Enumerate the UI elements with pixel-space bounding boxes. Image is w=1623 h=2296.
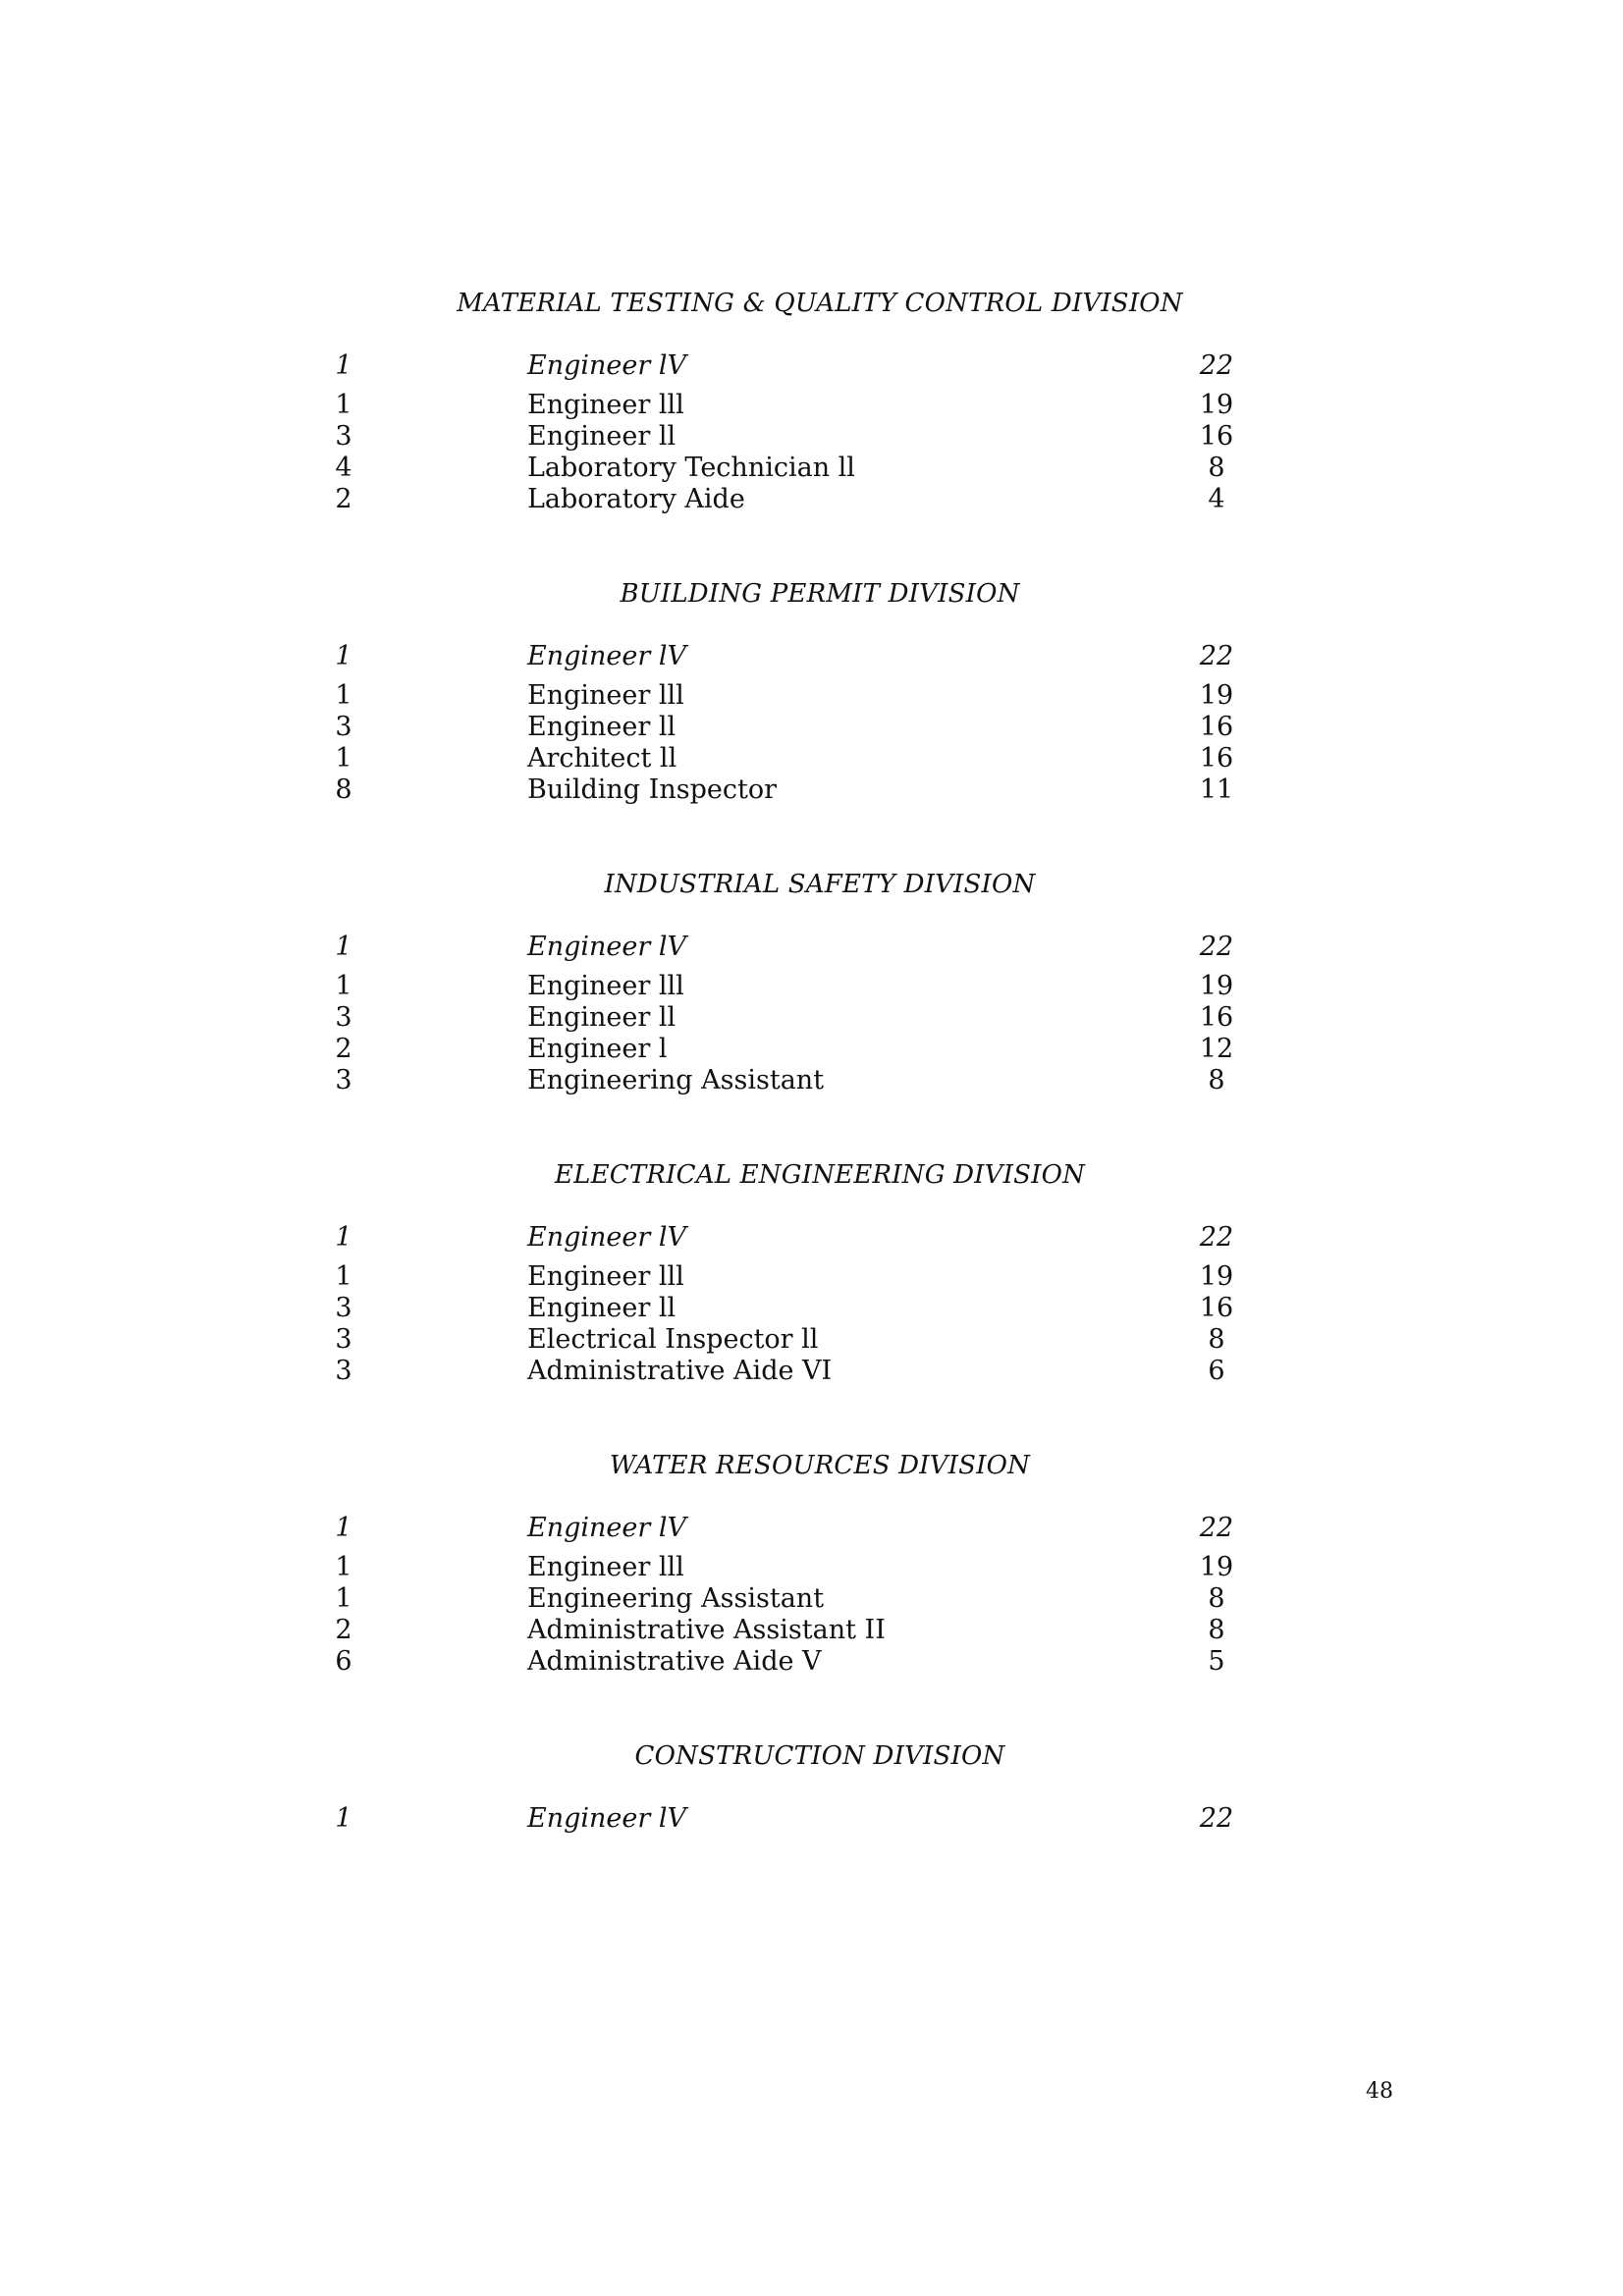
position-row (0, 1034, 1623, 1065)
salary-grade-cell: 16 (1199, 712, 1234, 742)
salary-grade-cell: 5 (1208, 1646, 1225, 1677)
salary-grade-cell: 22 (1199, 641, 1234, 671)
salary-grade-cell: 22 (1199, 1513, 1234, 1543)
quantity-cell: 3 (335, 421, 352, 452)
position-row (0, 484, 1623, 515)
salary-grade-cell: 22 (1199, 1222, 1234, 1253)
quantity-cell: 6 (335, 1646, 352, 1677)
quantity-cell: 1 (335, 932, 352, 962)
salary-grade-cell: 22 (1199, 1803, 1234, 1834)
division-title: CONSTRUCTION DIVISION (634, 1741, 1005, 1771)
position-row (0, 971, 1623, 1002)
position-row (0, 1356, 1623, 1387)
division-title: ELECTRICAL ENGINEERING DIVISION (554, 1160, 1086, 1190)
salary-grade-cell: 19 (1199, 1552, 1234, 1582)
position-row (0, 453, 1623, 484)
position-title-cell: Administrative Aide V (527, 1646, 822, 1677)
quantity-cell: 1 (335, 1513, 352, 1543)
division-section (0, 1439, 1623, 1730)
position-title-cell: Engineering Assistant (527, 1065, 825, 1095)
document-body (0, 277, 1623, 2020)
salary-grade-cell: 19 (1199, 390, 1234, 420)
salary-grade-cell: 8 (1208, 1324, 1225, 1355)
position-title-cell: Engineer lll (527, 680, 684, 711)
salary-grade-cell: 19 (1199, 680, 1234, 711)
position-title-cell: Laboratory Technician ll (527, 453, 855, 483)
position-row (0, 1261, 1623, 1293)
division-section (0, 277, 1623, 567)
position-row (0, 1065, 1623, 1096)
salary-grade-cell: 4 (1208, 484, 1225, 514)
position-title-cell: Engineer lV (527, 641, 686, 671)
division-title: WATER RESOURCES DIVISION (609, 1451, 1031, 1480)
salary-grade-cell: 22 (1199, 932, 1234, 962)
quantity-cell: 1 (335, 971, 352, 1001)
quantity-cell: 2 (335, 484, 352, 514)
quantity-cell: 1 (335, 1261, 352, 1292)
position-title-cell: Administrative Assistant II (527, 1615, 886, 1645)
position-row (0, 421, 1623, 453)
position-title-cell: Engineer lll (527, 971, 684, 1001)
position-list (0, 350, 1623, 515)
position-title-cell: Architect ll (527, 743, 677, 774)
quantity-cell: 3 (335, 1356, 352, 1386)
position-row (0, 774, 1623, 806)
quantity-cell: 1 (335, 1552, 352, 1582)
position-title-cell: Engineer lV (527, 350, 686, 381)
salary-grade-cell: 11 (1199, 774, 1234, 805)
division-title: INDUSTRIAL SAFETY DIVISION (604, 870, 1036, 899)
quantity-cell: 4 (335, 453, 352, 483)
division-section (0, 858, 1623, 1148)
quantity-cell: 1 (335, 1583, 352, 1614)
position-title-cell: Engineer lll (527, 1552, 684, 1582)
quantity-cell: 3 (335, 1002, 352, 1033)
quantity-cell: 1 (335, 1222, 352, 1253)
division-section (0, 1148, 1623, 1439)
salary-grade-cell: 8 (1208, 1615, 1225, 1645)
division-title: MATERIAL TESTING & QUALITY CONTROL DIVISION (457, 289, 1183, 318)
division-head-row (0, 1222, 1623, 1261)
position-row (0, 1002, 1623, 1034)
quantity-cell: 1 (335, 350, 352, 381)
position-title-cell: Engineer ll (527, 421, 676, 452)
position-list (0, 1513, 1623, 1678)
position-list (0, 1222, 1623, 1387)
quantity-cell: 8 (335, 774, 352, 805)
quantity-cell: 1 (335, 641, 352, 671)
quantity-cell: 3 (335, 1065, 352, 1095)
quantity-cell: 2 (335, 1034, 352, 1064)
division-section (0, 1730, 1623, 2020)
position-row (0, 1552, 1623, 1583)
position-title-cell: Administrative Aide VI (527, 1356, 833, 1386)
position-title-cell: Engineer l (527, 1034, 668, 1064)
position-title-cell: Engineer ll (527, 1293, 676, 1323)
position-title-cell: Engineer lV (527, 1513, 686, 1543)
salary-grade-cell: 6 (1208, 1356, 1225, 1386)
salary-grade-cell: 8 (1208, 453, 1225, 483)
salary-grade-cell: 12 (1199, 1034, 1234, 1064)
position-title-cell: Engineer lV (527, 932, 686, 962)
position-row (0, 390, 1623, 421)
division-head-row (0, 932, 1623, 971)
position-list (0, 641, 1623, 806)
salary-grade-cell: 16 (1199, 1002, 1234, 1033)
salary-grade-cell: 22 (1199, 350, 1234, 381)
quantity-cell: 3 (335, 1293, 352, 1323)
salary-grade-cell: 16 (1199, 1293, 1234, 1323)
quantity-cell: 1 (335, 680, 352, 711)
position-row (0, 1646, 1623, 1678)
division-head-row (0, 1513, 1623, 1552)
page-number: 48 (1366, 2079, 1393, 2104)
division-head-row (0, 641, 1623, 680)
position-title-cell: Building Inspector (527, 774, 777, 805)
division-title: BUILDING PERMIT DIVISION (620, 579, 1020, 609)
quantity-cell: 1 (335, 390, 352, 420)
salary-grade-cell: 19 (1199, 1261, 1234, 1292)
salary-grade-cell: 8 (1208, 1583, 1225, 1614)
salary-grade-cell: 16 (1199, 421, 1234, 452)
position-title-cell: Engineer lll (527, 1261, 684, 1292)
quantity-cell: 3 (335, 1324, 352, 1355)
position-title-cell: Engineer lV (527, 1222, 686, 1253)
position-row (0, 1615, 1623, 1646)
position-title-cell: Engineer ll (527, 712, 676, 742)
quantity-cell: 2 (335, 1615, 352, 1645)
position-row (0, 712, 1623, 743)
position-title-cell: Engineering Assistant (527, 1583, 825, 1614)
position-title-cell: Engineer lV (527, 1803, 686, 1834)
position-title-cell: Engineer ll (527, 1002, 676, 1033)
position-title-cell: Engineer lll (527, 390, 684, 420)
division-section (0, 567, 1623, 858)
division-head-row (0, 350, 1623, 390)
salary-grade-cell: 19 (1199, 971, 1234, 1001)
position-row (0, 1583, 1623, 1615)
position-list (0, 1803, 1623, 1842)
position-row (0, 1293, 1623, 1324)
position-row (0, 1324, 1623, 1356)
quantity-cell: 1 (335, 1803, 352, 1834)
quantity-cell: 3 (335, 712, 352, 742)
position-row (0, 743, 1623, 774)
position-title-cell: Electrical Inspector ll (527, 1324, 819, 1355)
position-row (0, 680, 1623, 712)
quantity-cell: 1 (335, 743, 352, 774)
division-head-row (0, 1803, 1623, 1842)
salary-grade-cell: 16 (1199, 743, 1234, 774)
salary-grade-cell: 8 (1208, 1065, 1225, 1095)
position-title-cell: Laboratory Aide (527, 484, 745, 514)
position-list (0, 932, 1623, 1096)
